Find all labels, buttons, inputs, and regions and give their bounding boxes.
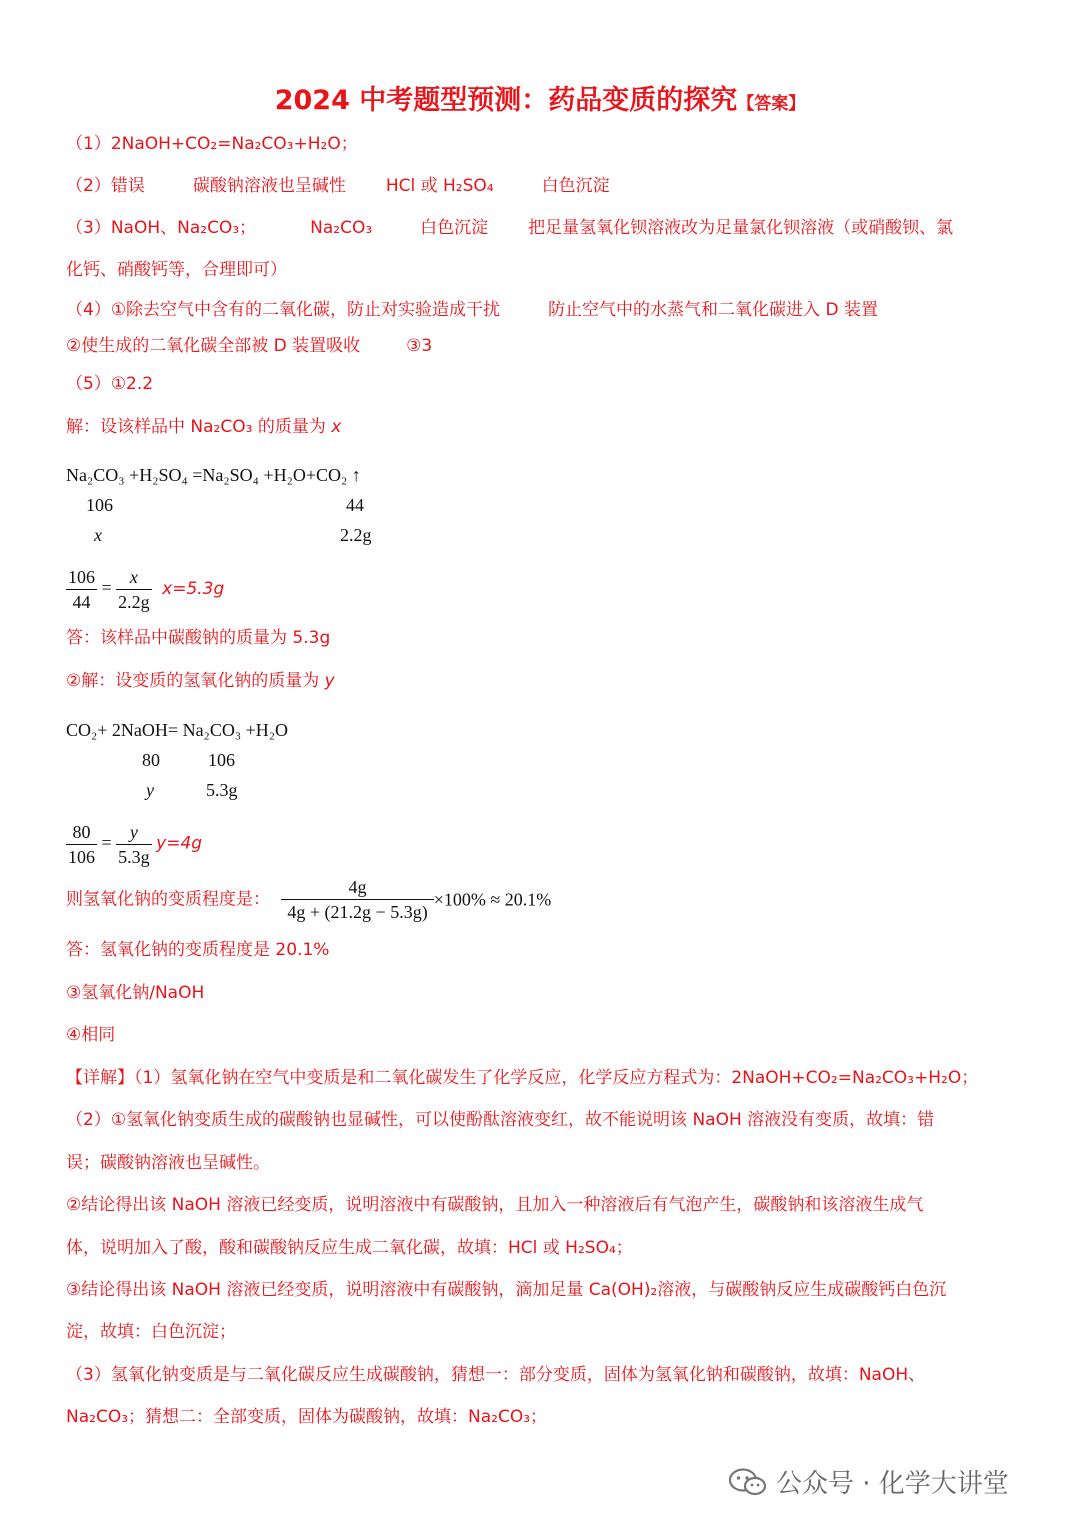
detail-line-7: 淀，故填：白色沉淀；	[66, 1322, 236, 1342]
equation-1: Na₂CO₃ +H₂SO₄ =Na₂SO₄ +H₂O+CO₂ ↑	[66, 465, 361, 485]
answer-4-line2: ②使生成的二氧化碳全部被 D 装置吸收 ③3	[66, 336, 433, 356]
answer-degree: 答：氢氧化钠的变质程度是 20.1%	[66, 940, 330, 960]
answer-4-line1: （4）①除去空气中含有的二氧化碳，防止对实验造成干扰 防止空气中的水蒸气和二氧化碳进入 D 装置	[66, 300, 878, 320]
mass-44: 44	[346, 495, 364, 515]
page-title: 2024 中考题型预测：药品变质的探究【答案】	[274, 85, 806, 116]
result-x: x=5.3g	[162, 578, 225, 599]
detail-line-4: ②结论得出该 NaOH 溶液已经变质，说明溶液中有碳酸钠，且加入一种溶液后有气泡产生，碳酸钠和该溶液生成气	[66, 1195, 924, 1215]
detail-line-1: 【详解】（1）氢氧化钠在空气中变质是和二氧化碳发生了化学反应，化学反应方程式为：2NaOH+CO₂=Na₂CO₃+H₂O；	[66, 1068, 979, 1088]
mass-80: 80	[142, 750, 160, 770]
watermark: 公众号 · 化学大讲堂	[728, 1463, 1009, 1500]
detail-line-9: Na₂CO₃；猜想二：全部变质，固体为碳酸钠，故填：Na₂CO₃；	[66, 1407, 548, 1427]
answer-mass: 答：该样品中碳酸钠的质量为 5.3g	[66, 628, 331, 648]
unknown-x: x	[94, 525, 102, 545]
detail-line-8: （3）氢氧化钠变质是与二氧化碳反应生成碳酸钠，猜想一：部分变质，固体为氢氧化钠和碳酸钠，故填：NaOH、	[66, 1365, 926, 1385]
detail-line-2: （2）①氢氧化钠变质生成的碳酸钠也显碱性，可以使酚酞溶液变红，故不能说明该 NaOH 溶液没有变质，故填：错	[66, 1110, 935, 1130]
proportion-2: $\frac{80}{106}$ = $\frac{y}{5.3g}$ y=4g	[68, 822, 203, 867]
value-5-3g: 5.3g	[206, 780, 238, 800]
mass-106b: 106	[208, 750, 235, 770]
answer-3-cont: 化钙、硝酸钙等，合理即可）	[66, 260, 287, 280]
detail-line-6: ③结论得出该 NaOH 溶液已经变质，说明溶液中有碳酸钠，滴加足量 Ca(OH)₂溶液，与碳酸钠反应生成碳酸钙白色沉	[66, 1280, 947, 1300]
answer-5-4: ④相同	[66, 1025, 116, 1045]
answer-tag: 【答案】	[737, 94, 806, 114]
solution-setup-x: 解：设该样品中 Na₂CO₃ 的质量为 x	[66, 417, 342, 437]
answer-5-3: ③氢氧化钠/NaOH	[66, 983, 205, 1003]
answer-2: （2）错误 碳酸钠溶液也呈碱性 HCl 或 H₂SO₄ 白色沉淀	[66, 176, 610, 196]
detail-line-3: 误；碳酸钠溶液也呈碱性。	[66, 1153, 270, 1173]
detail-line-5: 体，说明加入了酸，酸和碳酸钠反应生成二氧化碳，故填：HCl 或 H₂SO₄；	[66, 1238, 633, 1258]
value-2-2g: 2.2g	[340, 525, 372, 545]
degree-calc: 则氢氧化钠的变质程度是： $\frac{4g}{4g + (21.2g - 5.3g)}$ ×100% ≈ 20.1%	[66, 877, 552, 922]
proportion-1: $\frac{106}{44}$ = $\frac{x}{2.2g}$ x=5.3g	[68, 567, 225, 612]
mass-106: 106	[86, 495, 113, 515]
equation-2: CO₂+ 2NaOH= Na₂CO₃ +H₂O	[66, 720, 289, 740]
wechat-icon	[728, 1467, 768, 1497]
answer-3: （3）NaOH、Na₂CO₃； Na₂CO₃ 白色沉淀 把足量氢氧化钡溶液改为足量氯化钡溶液（或硝酸钡、氯	[66, 218, 954, 238]
solution-setup-y: ②解：设变质的氢氧化钠的质量为 y	[66, 671, 335, 691]
unknown-y: y	[146, 780, 154, 800]
result-y: y=4g	[156, 833, 203, 854]
answer-1: （1）2NaOH+CO₂=Na₂CO₃+H₂O；	[66, 134, 358, 154]
answer-5-label: （5）①2.2	[66, 374, 154, 394]
